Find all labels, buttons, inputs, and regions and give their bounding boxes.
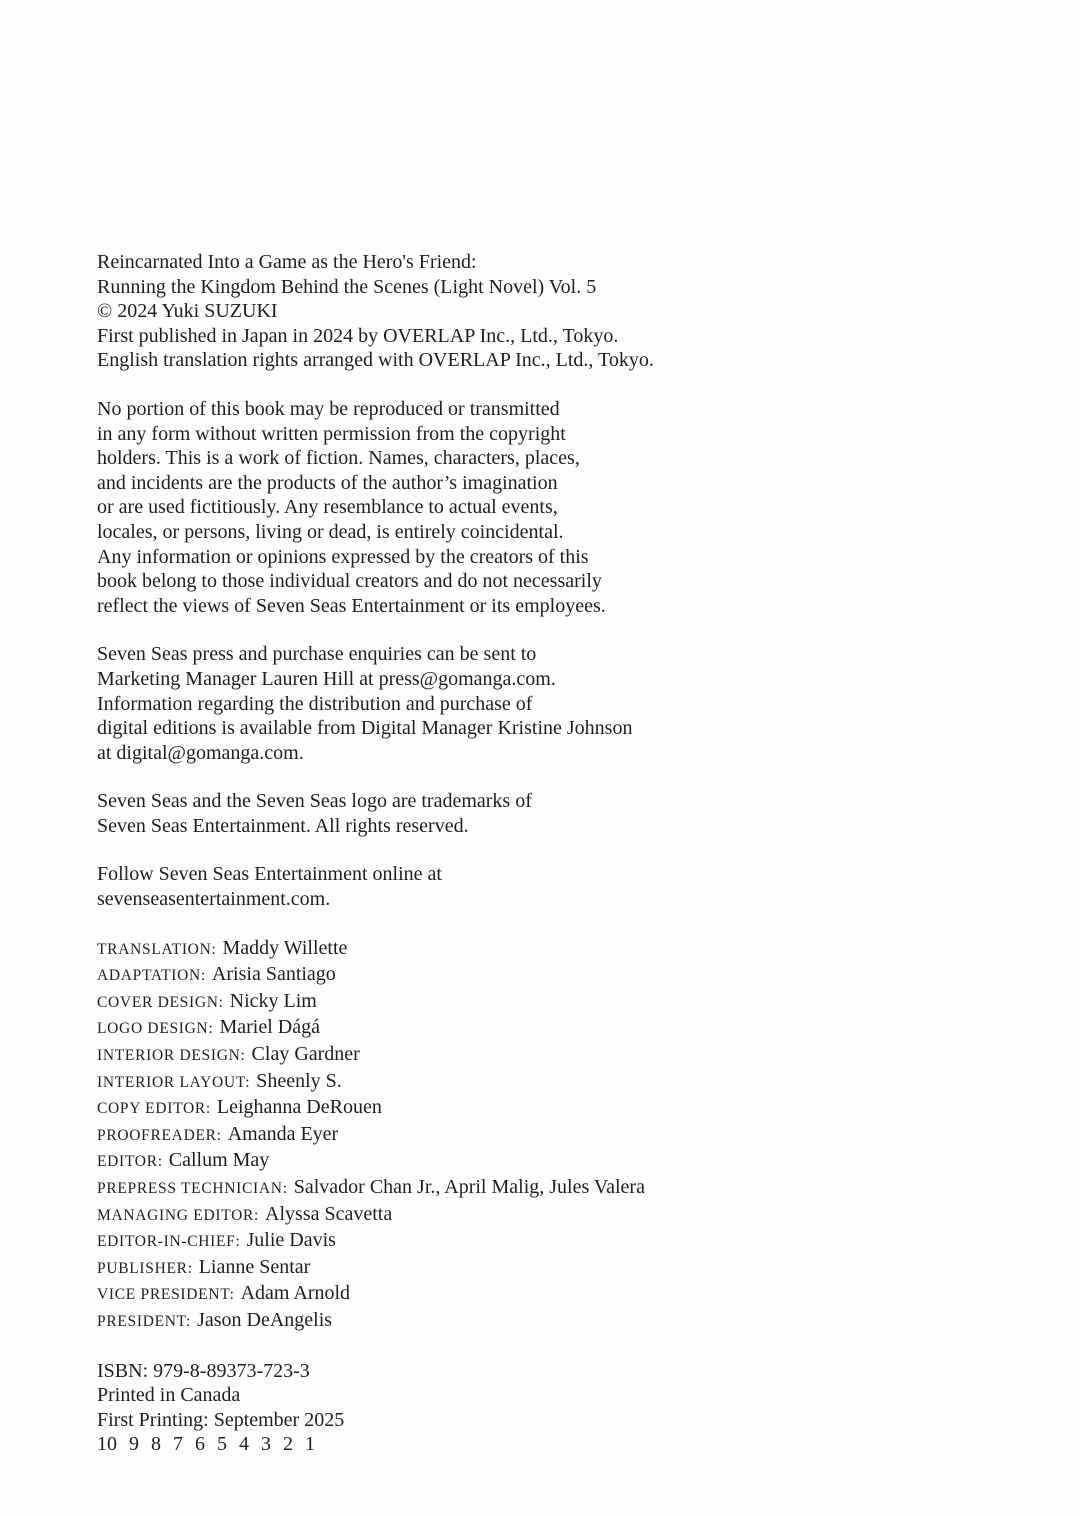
credit-name: Clay Gardner: [251, 1043, 360, 1066]
contact-line: digital editions is available from Digital Manager Kristine Johnson: [97, 717, 633, 740]
rights-line: reflect the views of Seven Seas Entertainment or its employees.: [97, 594, 606, 617]
trademark-line: Seven Seas Entertainment. All rights reserved.: [97, 814, 469, 837]
isbn-line: ISBN: 979-8-89373-723-3: [97, 1359, 310, 1382]
rights-line: and incidents are the products of the author’s imagination: [97, 471, 558, 494]
credit-name: Leighanna DeRouen: [216, 1096, 382, 1119]
credit-line-cover-design: [97, 989, 1020, 1016]
copyright-line: © 2024 Yuki SUZUKI: [97, 300, 278, 323]
rights-line: or are used fictitiously. Any resemblance to actual events,: [97, 496, 558, 519]
print-run-numbers-line: 10 9 8 7 6 5 4 3 2 1: [97, 1433, 315, 1456]
follow-line: Follow Seven Seas Entertainment online at: [97, 863, 442, 886]
credit-label: INTERIOR LAYOUT:: [97, 1073, 251, 1091]
credit-label: TRANSLATION:: [97, 940, 217, 958]
credit-name: Julie Davis: [246, 1229, 336, 1252]
credit-line-interior-design: [97, 1042, 1020, 1069]
printing-block: [97, 1359, 1020, 1457]
credit-label: PREPRESS TECHNICIAN:: [97, 1180, 288, 1197]
credit-line-editor: [97, 1148, 1020, 1175]
credit-label: PROOFREADER:: [97, 1126, 222, 1144]
title-block: [97, 250, 1020, 373]
credit-line-publisher: [97, 1255, 1020, 1282]
credit-label: MANAGING EDITOR:: [97, 1206, 260, 1224]
contact-line: Seven Seas press and purchase enquiries can be sent to: [97, 643, 537, 666]
credit-name: Callum May: [168, 1149, 270, 1172]
credit-line-interior-layout: [97, 1069, 1020, 1096]
credit-label: PUBLISHER:: [97, 1259, 193, 1277]
credit-line-adaptation: [97, 962, 1020, 989]
printed-in-line: Printed in Canada: [97, 1384, 241, 1407]
credit-label: COPY EDITOR:: [97, 1100, 211, 1118]
trademark-block: [97, 789, 1020, 838]
rights-line: holders. This is a work of fiction. Names, characters, places,: [97, 447, 580, 470]
credit-name: Alyssa Scavetta: [265, 1202, 393, 1225]
translation-rights-line: English translation rights arranged with OVERLAP Inc., Ltd., Tokyo.: [97, 349, 654, 372]
credit-name: Maddy Willette: [222, 936, 348, 959]
credit-line-prepress-technician: [97, 1175, 1020, 1202]
rights-line: in any form without written permission from the copyright: [97, 422, 566, 445]
credit-label: VICE PRESIDENT:: [97, 1286, 235, 1304]
credit-label: ADAPTATION:: [97, 967, 206, 985]
credit-name: Amanda Eyer: [227, 1122, 339, 1145]
follow-block: [97, 862, 1020, 911]
rights-line: No portion of this book may be reproduced or transmitted: [97, 397, 560, 420]
credit-line-president: [97, 1308, 1020, 1335]
credit-line-logo-design: [97, 1015, 1020, 1042]
rights-line: book belong to those individual creators and do not necessarily: [97, 570, 602, 593]
contact-block: [97, 642, 1020, 765]
credit-name: Nicky Lim: [229, 989, 317, 1012]
credit-label: EDITOR-IN-CHIEF:: [97, 1233, 241, 1251]
book-subtitle-line: Running the Kingdom Behind the Scenes (Light Novel) Vol. 5: [97, 275, 597, 298]
credit-name: Sheenly S.: [256, 1069, 342, 1092]
contact-line: at digital@gomanga.com.: [97, 741, 304, 764]
credit-label: COVER DESIGN:: [97, 993, 224, 1011]
credit-label: EDITOR:: [97, 1153, 163, 1171]
credit-line-vice-president: [97, 1281, 1020, 1308]
credit-name: Jason DeAngelis: [197, 1308, 333, 1331]
credit-name: Mariel Dágá: [219, 1016, 320, 1039]
first-printing-line: First Printing: September 2025: [97, 1408, 345, 1431]
credit-label: PRESIDENT:: [97, 1312, 192, 1330]
credits-block: [97, 936, 1020, 1335]
credit-line-copy-editor: [97, 1095, 1020, 1122]
first-published-line: First published in Japan in 2024 by OVERLAP Inc., Ltd., Tokyo.: [97, 324, 619, 347]
credit-name: Lianne Sentar: [198, 1255, 311, 1278]
rights-line: locales, or persons, living or dead, is entirely coincidental.: [97, 520, 564, 543]
rights-line: Any information or opinions expressed by the creators of this: [97, 545, 589, 568]
credit-name: Salvador Chan Jr., April Malig, Jules Valera: [293, 1176, 645, 1198]
credit-label: INTERIOR DESIGN:: [97, 1047, 246, 1065]
credit-name: Adam Arnold: [240, 1282, 351, 1305]
trademark-line: Seven Seas and the Seven Seas logo are trademarks of: [97, 790, 532, 813]
book-title-line: Reincarnated Into a Game as the Hero's Friend:: [97, 251, 477, 273]
credit-line-proofreader: [97, 1122, 1020, 1149]
rights-block: [97, 397, 1020, 618]
credit-line-managing-editor: [97, 1202, 1020, 1229]
credit-label: LOGO DESIGN:: [97, 1020, 214, 1038]
credit-line-translation: [97, 936, 1020, 963]
contact-line: Marketing Manager Lauren Hill at press@gomanga.com.: [97, 667, 556, 690]
credit-line-editor-in-chief: [97, 1228, 1020, 1255]
contact-line: Information regarding the distribution and purchase of: [97, 692, 533, 715]
follow-website-line: sevenseasentertainment.com.: [97, 888, 331, 911]
credit-name: Arisia Santiago: [211, 963, 336, 986]
